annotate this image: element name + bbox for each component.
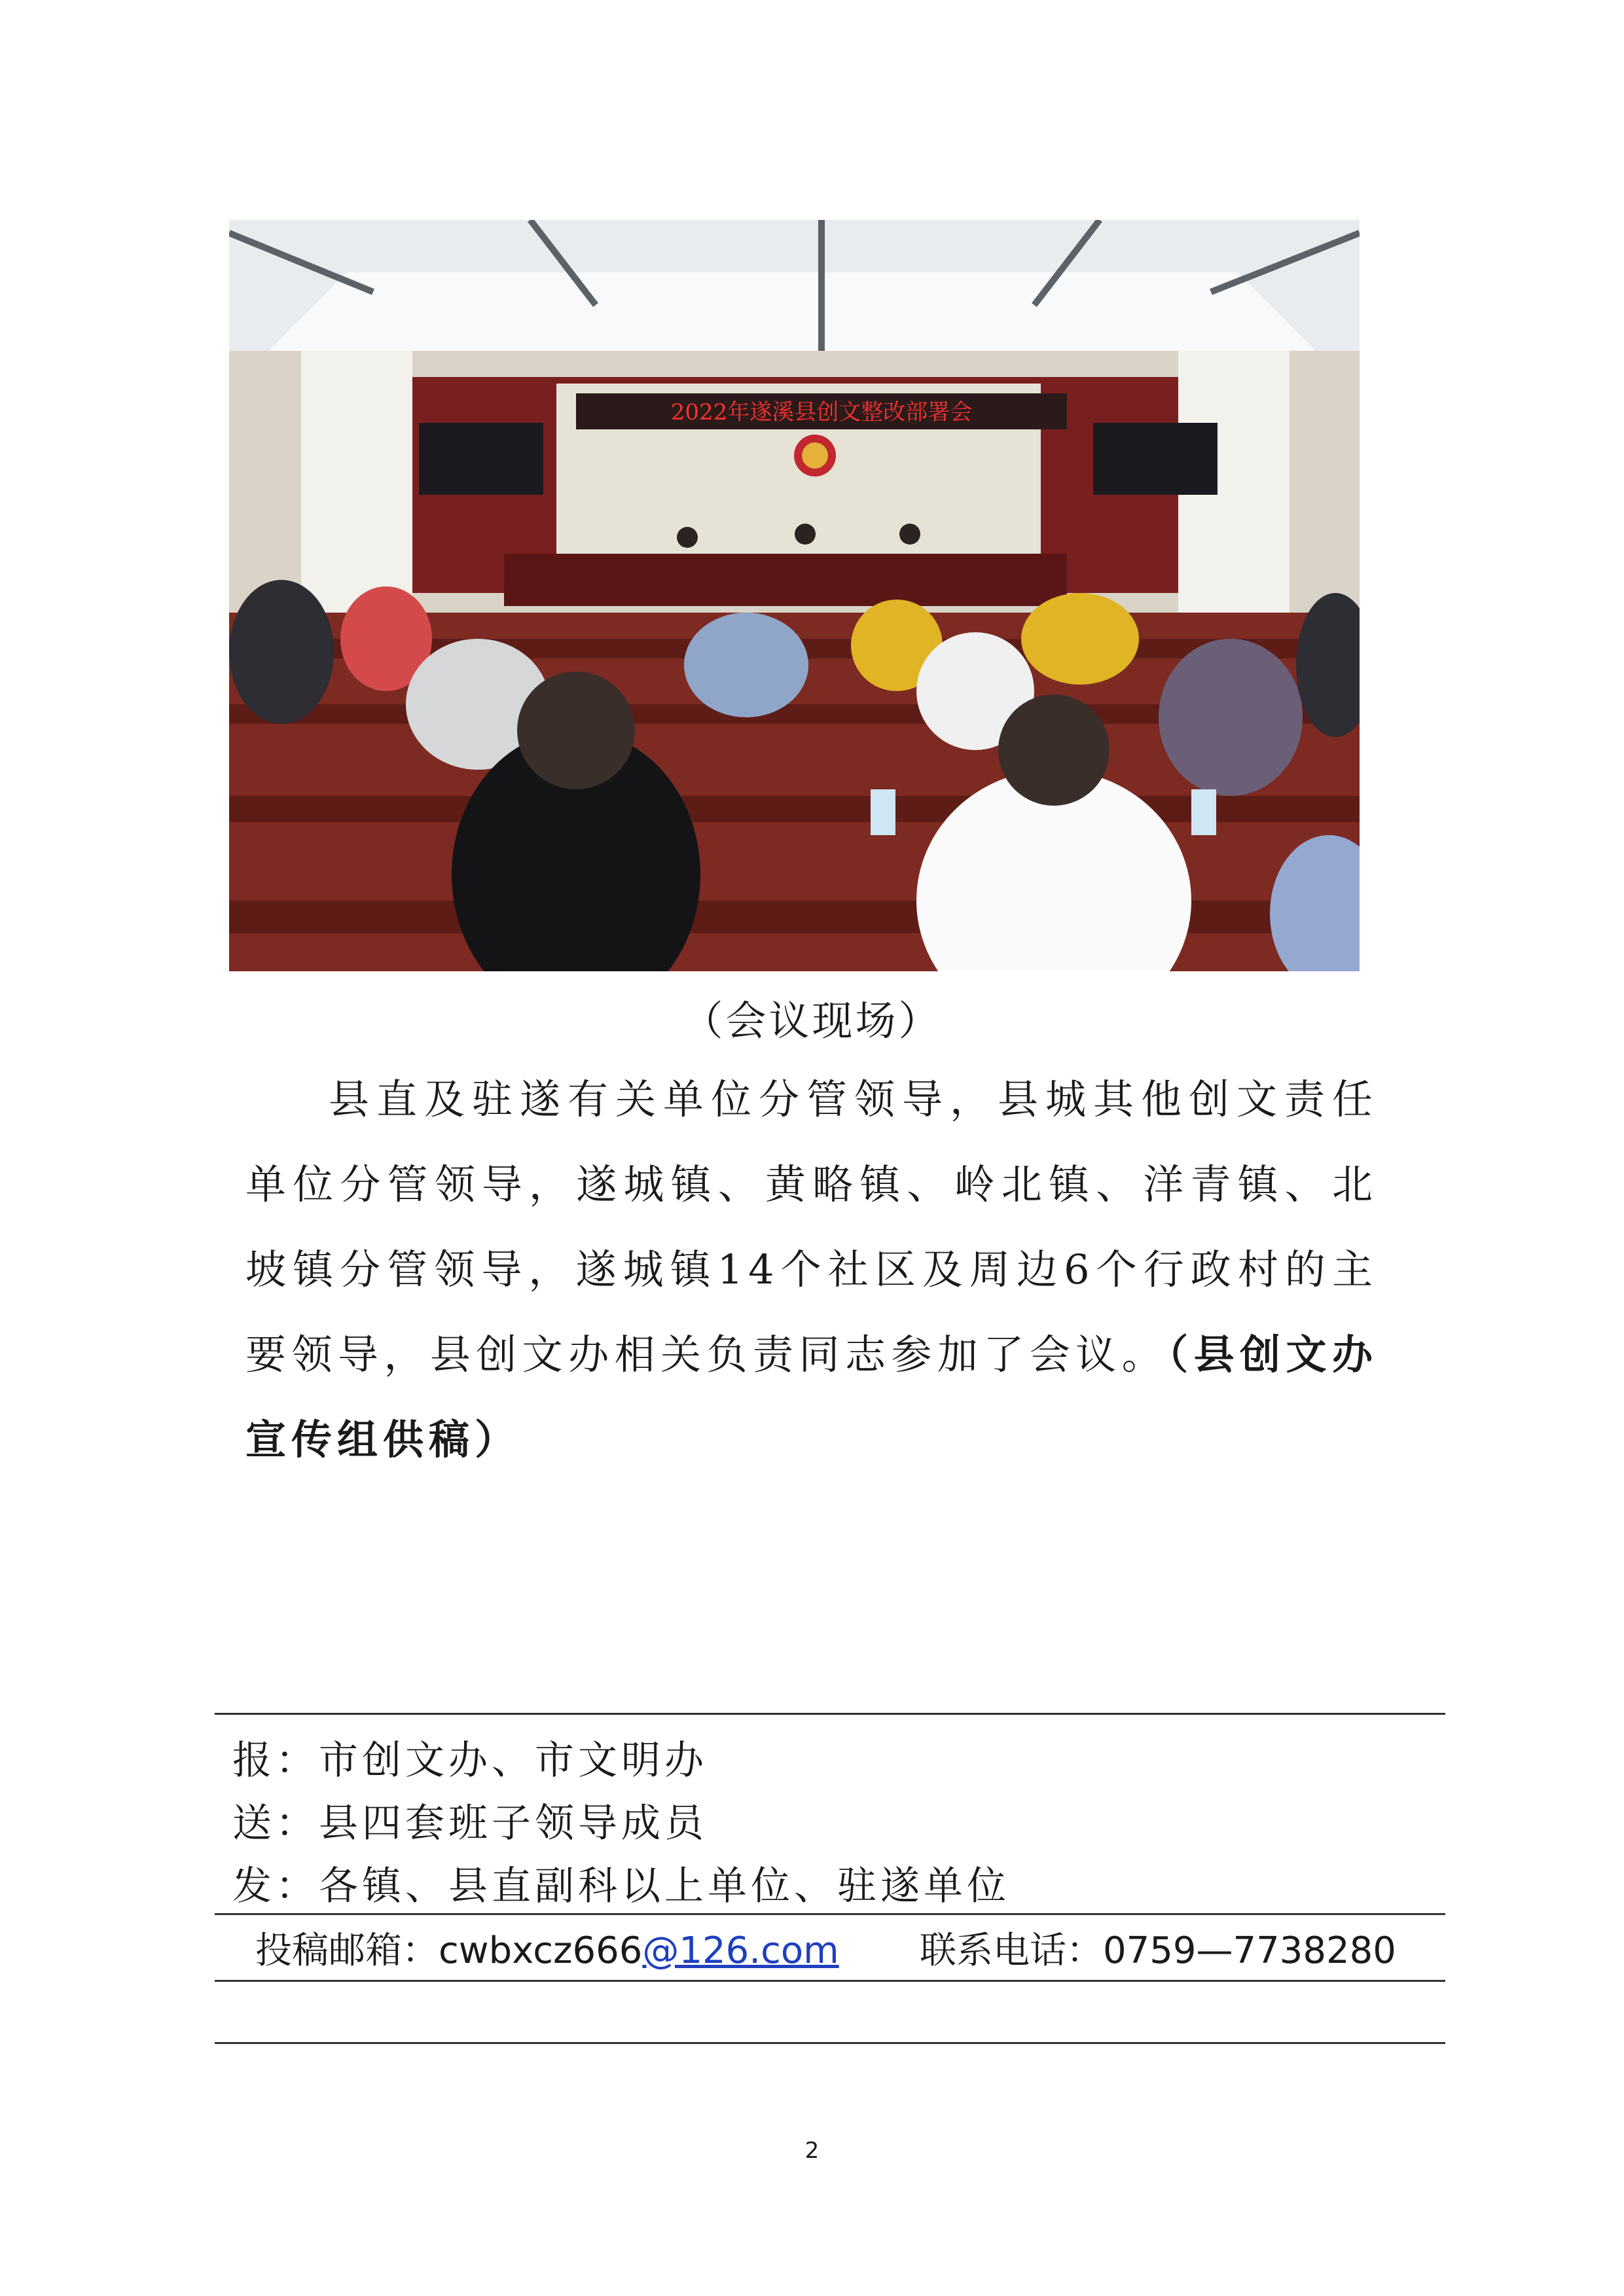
divider-top xyxy=(215,1713,1445,1715)
photo-caption: （会议现场） xyxy=(682,997,942,1045)
page-number: 2 xyxy=(804,2138,820,2164)
report-line: 报：市创文办、市文明办 xyxy=(232,1738,708,1784)
body-text: 县直及驻遂有关单位分管领导，县城其他创文责任单位分管领导，遂城镇、黄略镇、岭北镇、洋青镇、北坡镇分管领导，遂城镇14个社区及周边6个行政村的主要领导，县创文办相关负责同志参加了会议。 xyxy=(245,1075,1378,1378)
issue-line: 发：各镇、县直副科以上单位、驻遂单位 xyxy=(232,1863,1010,1909)
phone-number: 0759—7738280 xyxy=(1103,1929,1396,1972)
body-paragraph xyxy=(245,1057,1378,1482)
meeting-photo xyxy=(229,220,1360,971)
phone-label: 联系电话： xyxy=(920,1929,1103,1972)
send-line: 送：县四套班子领导成员 xyxy=(232,1801,708,1846)
email-line xyxy=(255,1922,839,1974)
divider-bottom xyxy=(215,2042,1445,2044)
email-label: 投稿邮箱： xyxy=(255,1929,439,1972)
divider-middle xyxy=(215,1913,1445,1915)
source-credit: （县创文办宣传组供稿） xyxy=(245,1331,1378,1463)
phone-line xyxy=(920,1922,1396,1974)
photo-banner: 2022年遂溪县创文整改部署会 xyxy=(670,399,973,425)
divider-lower xyxy=(215,1980,1445,1982)
email-link[interactable]: @126.com xyxy=(642,1929,839,1972)
email-user: cwbxcz666 xyxy=(439,1929,643,1972)
